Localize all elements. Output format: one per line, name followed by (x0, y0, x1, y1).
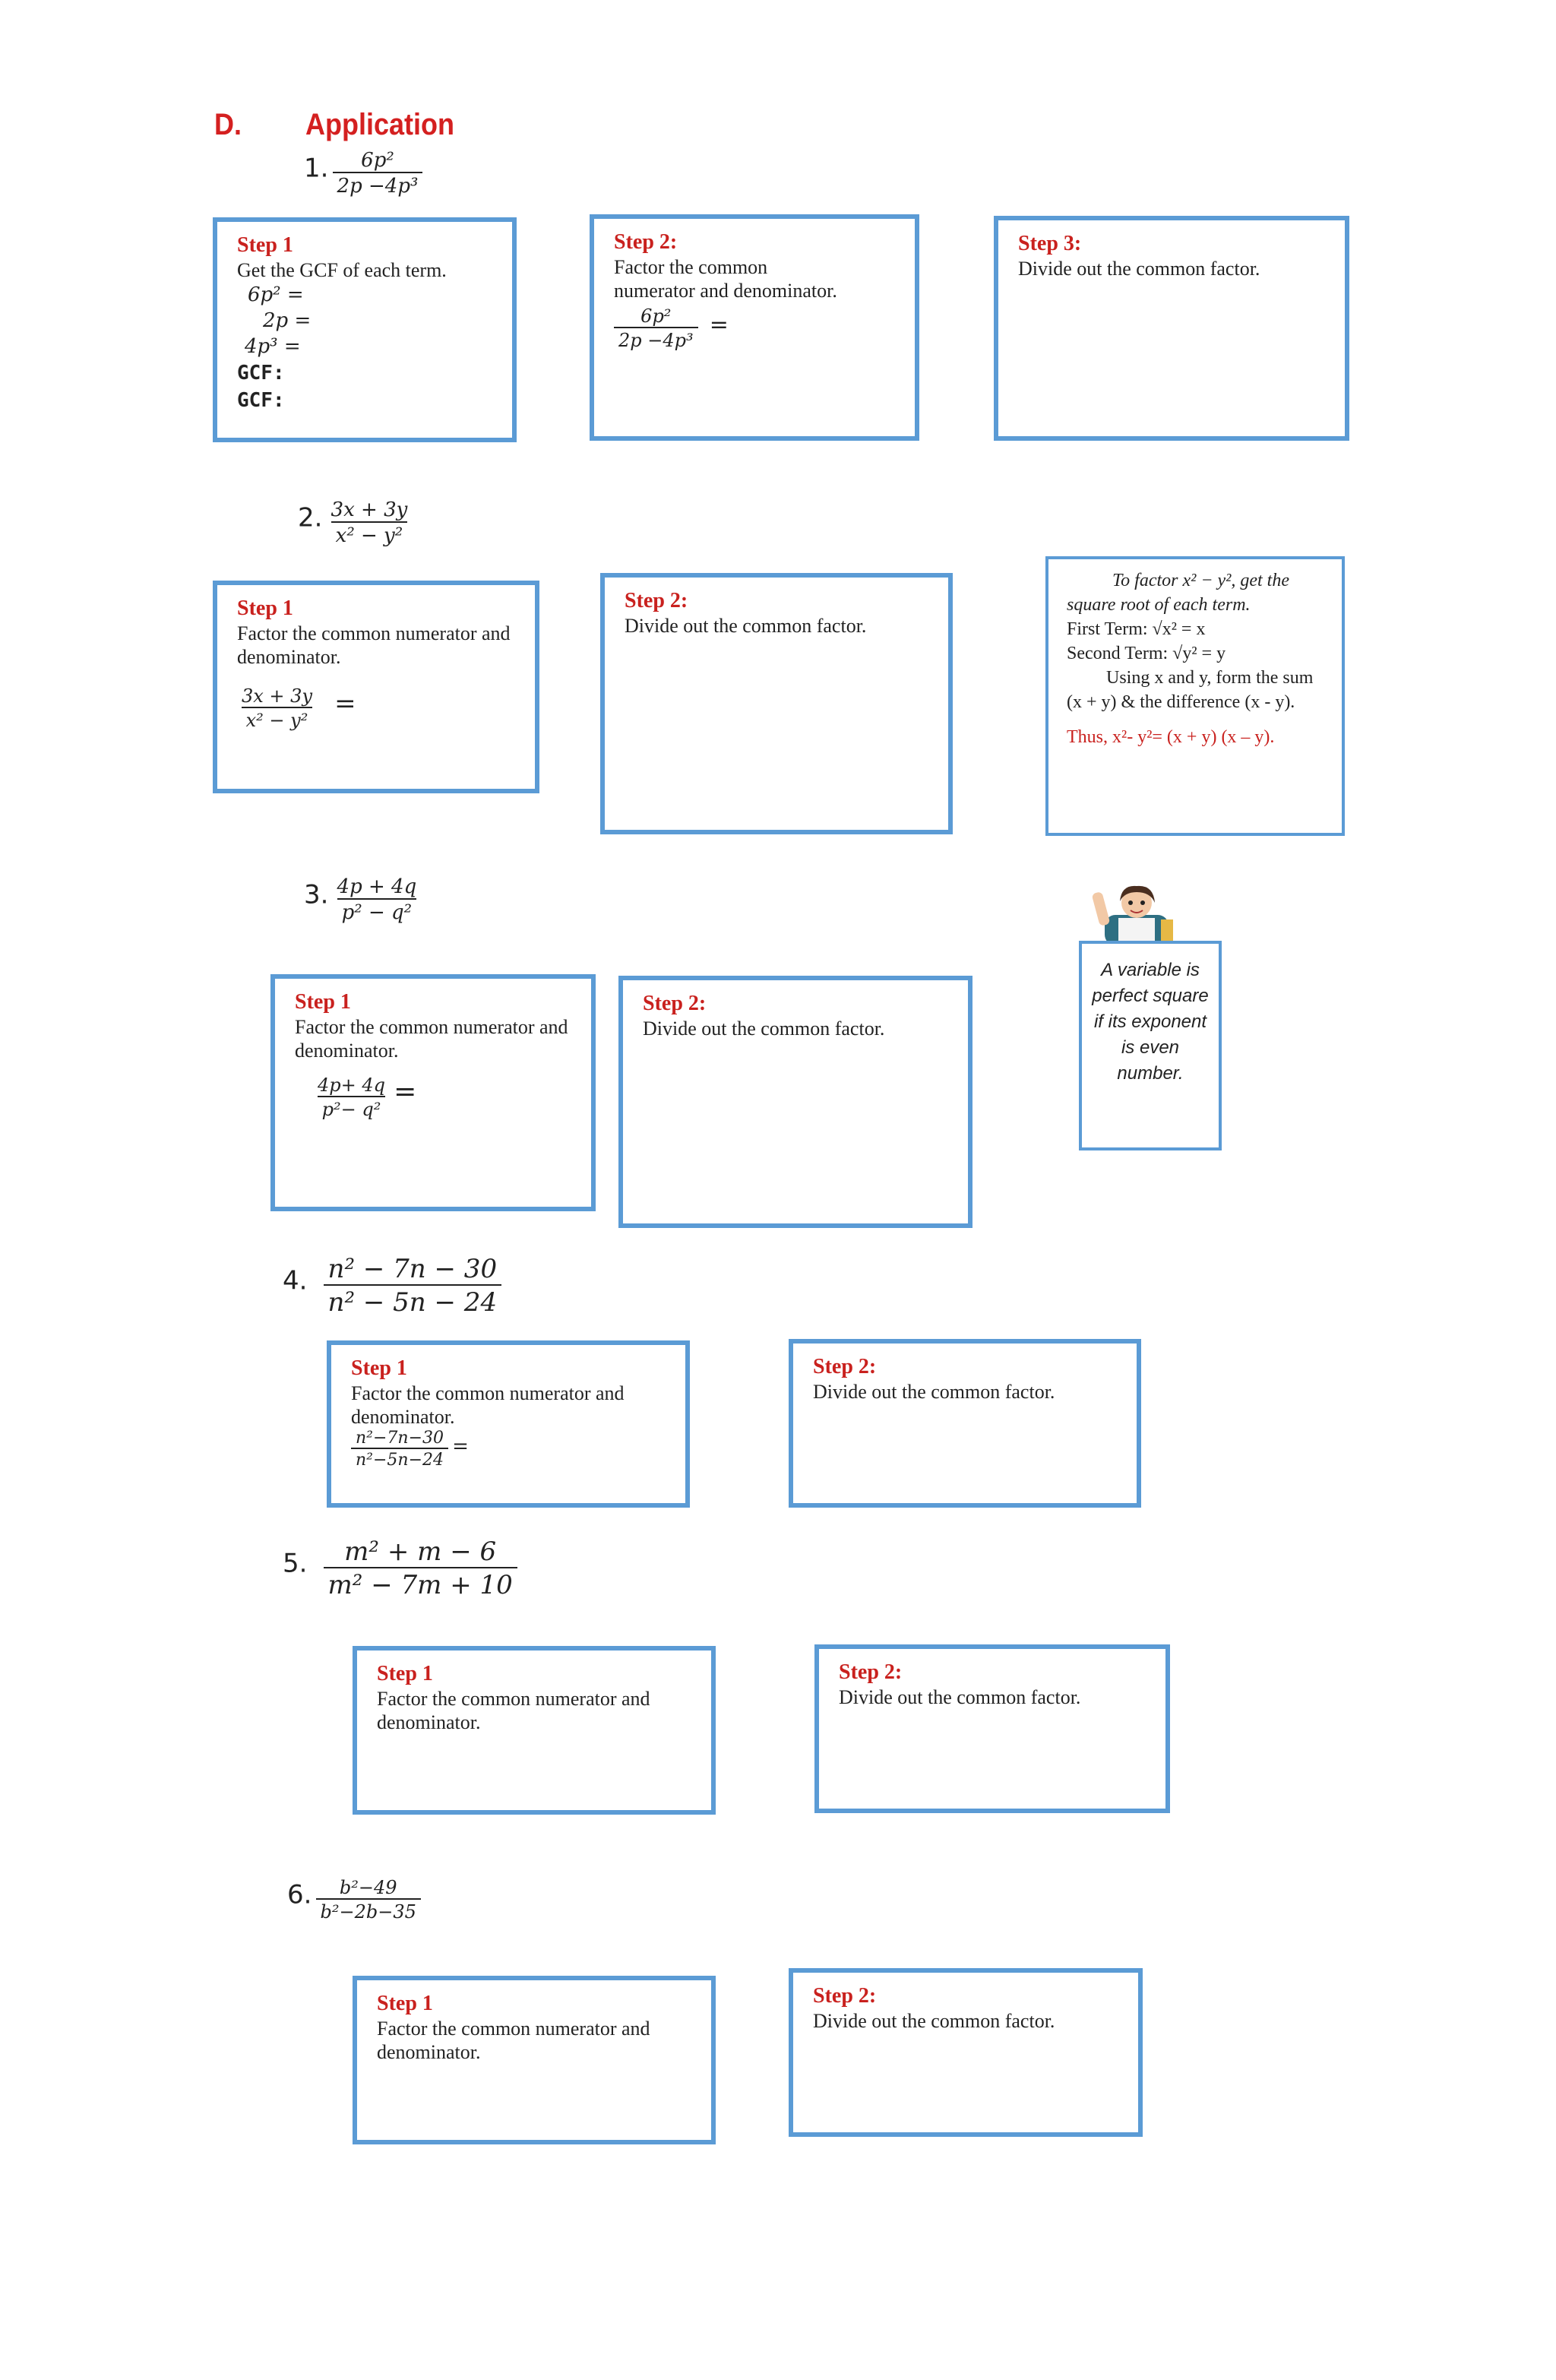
problem-4-step-2-box (789, 1339, 1141, 1508)
gcf-line: 2p = (263, 309, 312, 332)
tip-conclusion: Thus, x²- y²= (x + y) (x – y). (1067, 727, 1275, 747)
problem-number: 4. (283, 1265, 308, 1296)
step-instruction: Divide out the common factor. (813, 2010, 1055, 2032)
tip-box (1045, 556, 1345, 836)
step-instruction: Factor the common numerator and denominator. (377, 2018, 650, 2063)
tip-intro: To factor x² − y², get the square root of each term. (1067, 571, 1290, 615)
fraction-denominator: n² − 5n − 24 (324, 1284, 502, 1318)
step-title: Step 2: (813, 1355, 877, 1378)
step-title: Step 1 (237, 597, 293, 620)
fraction-denominator: 2p −4p³ (614, 327, 698, 351)
problem-2-expression (298, 498, 412, 547)
step-instruction: Factor the common numerator and denominator. (377, 1688, 650, 1733)
equals-sign: = (334, 688, 356, 719)
step-title: Step 1 (237, 233, 293, 257)
step-instruction: Divide out the common factor. (643, 1018, 885, 1040)
tip-second-term: Second Term: √y² = y (1067, 644, 1226, 663)
fraction-numerator: n² − 7n − 30 (327, 1254, 498, 1284)
step-title: Step 2: (625, 589, 688, 612)
equals-sign: = (452, 1435, 469, 1458)
step-instruction: Factor the common numerator and denominator. (351, 1382, 625, 1428)
step-instruction: Divide out the common factor. (813, 1381, 1055, 1403)
problem-number: 5. (283, 1548, 308, 1579)
section-letter: D. (214, 108, 242, 141)
step-instruction: Divide out the common factor. (1018, 258, 1260, 280)
problem-number: 1. (304, 153, 329, 184)
fraction-denominator: 2p −4p³ (333, 172, 423, 198)
teacher-character-icon (1091, 881, 1182, 945)
equals-sign: = (709, 311, 729, 338)
step-instruction: Factor the common numerator and denominator. (614, 256, 837, 302)
step-instruction: Factor the common numerator and denominator. (237, 622, 511, 668)
fraction-denominator: m² − 7m + 10 (324, 1567, 517, 1600)
fraction-numerator: 6p² (640, 305, 672, 327)
section-title: Application (305, 108, 455, 141)
problem-3-step-1-box (270, 974, 596, 1211)
step-title: Step 1 (295, 990, 351, 1014)
problem-number: 2. (298, 502, 323, 533)
step-instruction: Divide out the common factor. (625, 615, 867, 637)
problem-1-expression (304, 149, 422, 198)
problem-number: 3. (304, 879, 329, 910)
problem-5-step-1-box (353, 1646, 716, 1815)
step-instruction: Divide out the common factor. (839, 1686, 1081, 1708)
fraction-denominator: x² − y² (242, 707, 313, 731)
note-box (1079, 941, 1222, 1150)
equals-sign: = (394, 1076, 417, 1108)
fraction-numerator: 4p + 4q (337, 875, 417, 898)
problem-4-expression (283, 1254, 501, 1318)
step-instruction: Get the GCF of each term. (237, 259, 447, 281)
problem-1-step-2-box (590, 214, 919, 441)
fraction-numerator: n²−7n−30 (356, 1429, 444, 1448)
problem-6-step-1-box (353, 1976, 716, 2144)
fraction-numerator: b²−49 (339, 1877, 397, 1898)
fraction-denominator: x² − y² (331, 521, 408, 547)
fraction-numerator: 4p+ 4q (318, 1074, 386, 1096)
fraction-numerator: 3x + 3y (330, 498, 408, 521)
tip-first-term: First Term: √x² = x (1067, 619, 1206, 639)
problem-3-expression (304, 875, 421, 924)
step-title: Step 2: (839, 1660, 903, 1684)
fraction-denominator: n²−5n−24 (351, 1448, 448, 1470)
fraction-denominator: b²−2b−35 (316, 1898, 421, 1923)
tip-using: Using x and y, form the sum (x + y) & the difference (x - y). (1067, 668, 1314, 712)
step-title: Step 3: (1018, 232, 1082, 255)
problem-2-step-2-box (600, 573, 953, 834)
problem-6-step-2-box (789, 1968, 1143, 2137)
problem-2-step-1-box (213, 581, 539, 793)
step-title: Step 1 (351, 1356, 407, 1380)
gcf-label: GCF: (237, 389, 285, 412)
fraction-numerator: 6p² (361, 149, 394, 172)
step-title: Step 2: (813, 1984, 877, 2008)
gcf-label: GCF: (237, 362, 285, 385)
problem-3-step-2-box (618, 976, 972, 1228)
problem-1-step-3-box (994, 216, 1349, 441)
fraction-numerator: 3x + 3y (242, 685, 312, 707)
step-instruction: Factor the common numerator and denominator. (295, 1016, 568, 1062)
step-title: Step 2: (643, 992, 707, 1015)
problem-1-step-1-box (213, 217, 517, 442)
problem-5-expression (283, 1537, 517, 1600)
problem-number: 6. (287, 1879, 312, 1910)
step-title: Step 2: (614, 230, 678, 254)
note-text: A variable is perfect square if its exponent is even number. (1092, 960, 1209, 1084)
fraction-denominator: p² − q² (337, 898, 416, 924)
fraction-denominator: p²− q² (318, 1096, 386, 1120)
problem-5-step-2-box (814, 1644, 1170, 1813)
problem-6-expression (287, 1877, 421, 1923)
step-title: Step 1 (377, 1662, 433, 1685)
gcf-line: 6p² = (248, 283, 304, 306)
gcf-line: 4p³ = (245, 335, 301, 358)
fraction-numerator: m² + m − 6 (344, 1537, 497, 1567)
problem-4-step-1-box (327, 1340, 690, 1508)
step-title: Step 1 (377, 1992, 433, 2015)
